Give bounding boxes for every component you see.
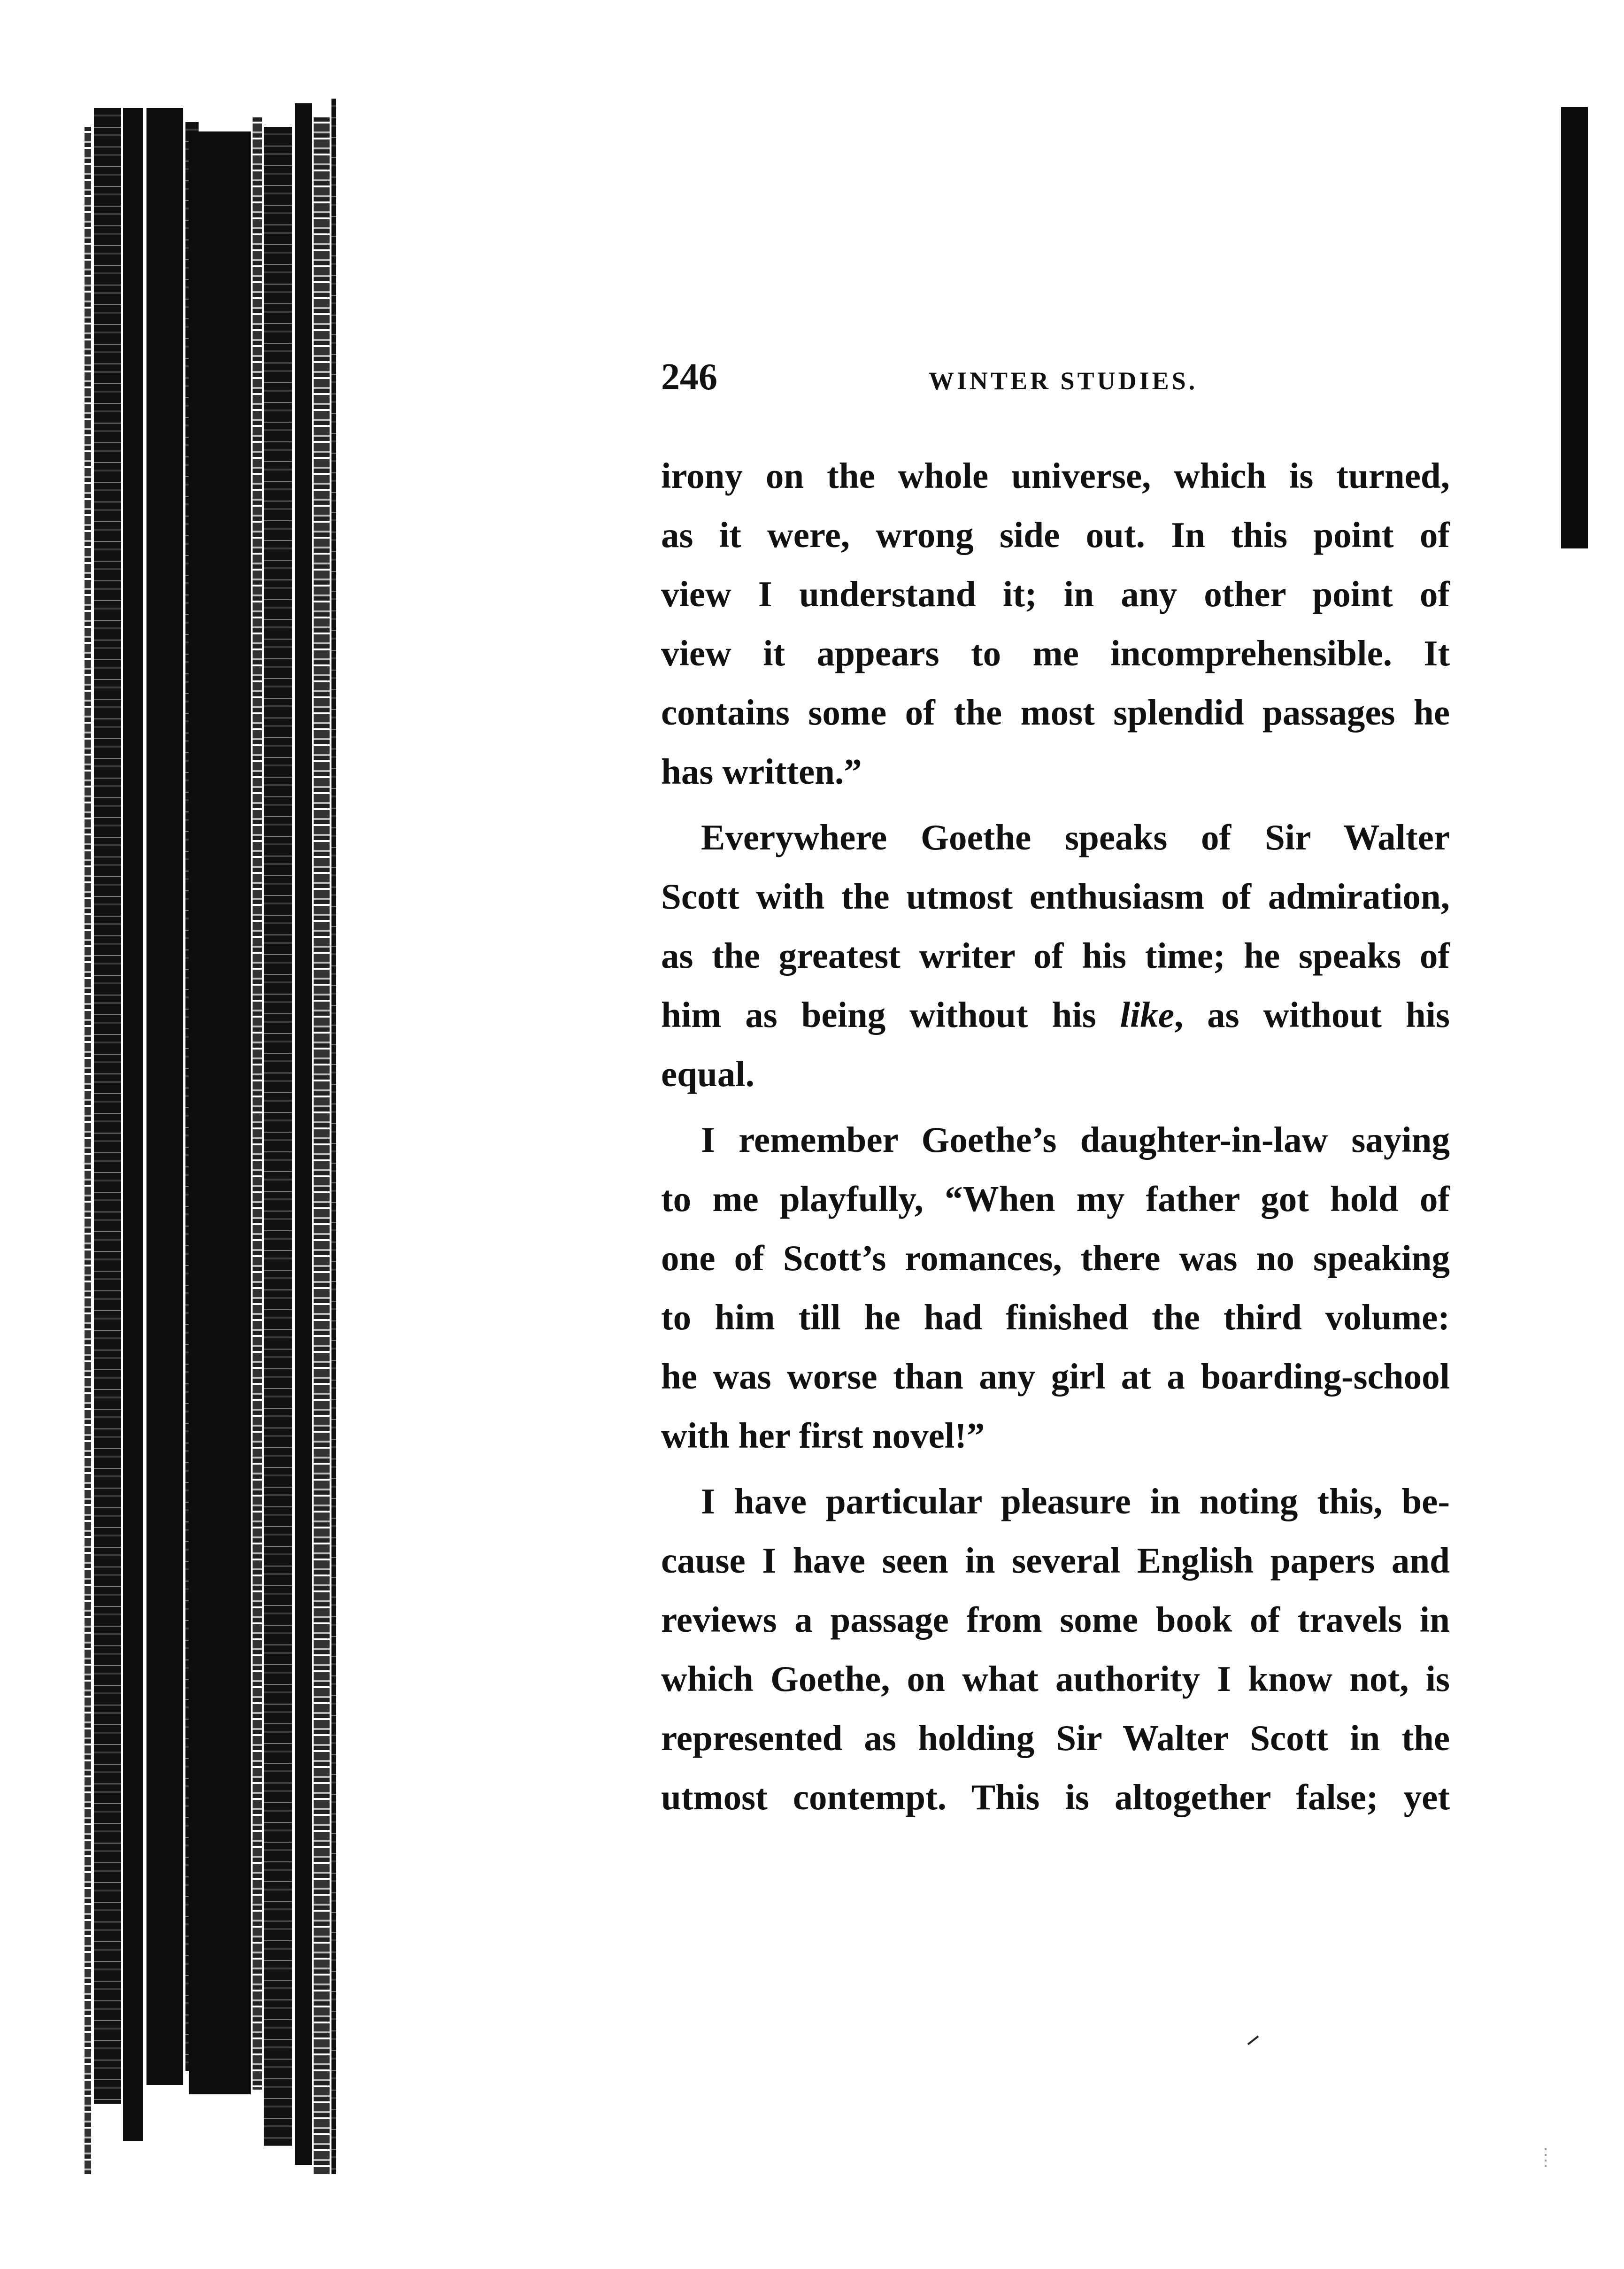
text-line: contains some of the most splendid passages he xyxy=(661,692,1450,733)
paragraph xyxy=(661,446,1450,801)
text-line: which Goethe, on what authority I know not, is xyxy=(661,1659,1450,1699)
text-line: irony on the whole universe, which is turned, xyxy=(661,455,1450,496)
text-line: represented as holding Sir Walter Scott in the xyxy=(661,1718,1450,1758)
text-line: as the greatest writer of his time; he speaks of xyxy=(661,935,1450,976)
text-line: one of Scott’s romances, there was no speaking xyxy=(661,1238,1450,1278)
edge-strip xyxy=(146,108,183,2085)
edge-strip xyxy=(314,117,330,2174)
text-line: utmost contempt. This is altogether false; yet xyxy=(661,1777,1450,1817)
paragraph xyxy=(661,808,1450,1104)
text-line: I remember Goethe’s daughter-in-law saying xyxy=(701,1119,1450,1160)
text-line: Scott with the utmost enthusiasm of admiration, xyxy=(661,876,1450,917)
text-line: view it appears to me incomprehensible. It xyxy=(661,633,1450,673)
text-line: cause I have seen in several English papers and xyxy=(661,1540,1450,1581)
page-number: 246 xyxy=(661,356,717,398)
text-line: as it were, wrong side out. In this point of xyxy=(661,515,1450,555)
text-line: view I understand it; in any other point of xyxy=(661,574,1450,614)
text-line: to me playfully, “When my father got hold of xyxy=(661,1179,1450,1219)
body-text xyxy=(661,446,1450,1833)
edge-strip xyxy=(331,99,336,2174)
paragraph xyxy=(661,1472,1450,1827)
text-line: Everywhere Goethe speaks of Sir Walter xyxy=(701,817,1450,857)
text-line: equal. xyxy=(661,1054,754,1094)
scan-noise xyxy=(1545,2148,1547,2167)
edge-strip xyxy=(85,127,91,2174)
emphasized-word: like xyxy=(1120,995,1175,1035)
edge-strip xyxy=(264,127,292,2146)
stray-ink-mark xyxy=(1247,2036,1259,2045)
text-line: with her first novel!” xyxy=(661,1415,985,1456)
running-head xyxy=(661,351,1450,403)
text-line: to him till he had finished the third volume: xyxy=(661,1297,1450,1337)
text-line: he was worse than any girl at a boarding-school xyxy=(661,1356,1450,1397)
edge-strip xyxy=(94,108,121,2104)
edge-strip xyxy=(189,131,251,2094)
text-line: reviews a passage from some book of travels in xyxy=(661,1599,1450,1640)
text-line: I have particular pleasure in noting this, be- xyxy=(701,1481,1450,1521)
edge-strip xyxy=(295,103,312,2165)
text-line: him as being without his like, as without his xyxy=(661,995,1450,1035)
margin-black-bar xyxy=(1561,107,1588,548)
edge-strip xyxy=(123,108,143,2141)
running-title: WINTER STUDIES. xyxy=(929,367,1198,395)
text-line: has written.” xyxy=(661,751,862,792)
paragraph xyxy=(661,1110,1450,1465)
scanned-page-edge xyxy=(66,89,366,2174)
edge-strip xyxy=(253,117,262,2090)
